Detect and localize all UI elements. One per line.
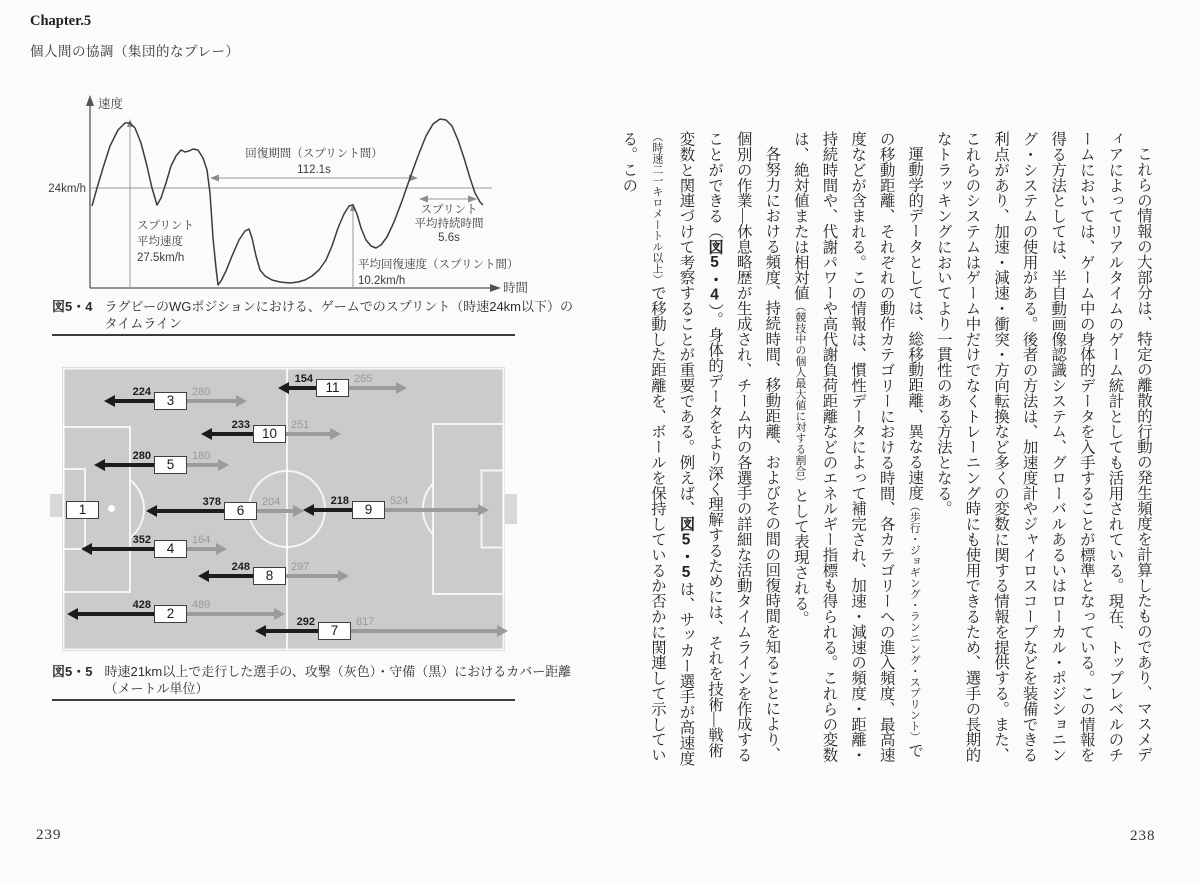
defence-arrow	[77, 612, 154, 616]
player-number: 5	[154, 456, 187, 474]
left-goal	[50, 494, 62, 517]
right-goal	[505, 494, 517, 524]
defence-arrow	[91, 547, 154, 551]
recovery-period-label: 回復期間（スプリント間）	[245, 148, 383, 160]
player-number: 1	[66, 501, 99, 519]
defence-distance: 378	[202, 496, 221, 508]
attack-distance: 297	[291, 561, 310, 573]
article-vertical-text	[620, 131, 1157, 767]
figure-tag: 図5・4	[52, 299, 93, 314]
attack-distance: 817	[356, 616, 375, 628]
defence-arrow	[288, 386, 316, 390]
attack-distance: 251	[291, 419, 310, 431]
defence-distance: 352	[132, 534, 151, 546]
attack-arrow	[286, 432, 331, 436]
attack-arrow	[187, 547, 217, 551]
divider-rule	[52, 334, 515, 336]
ball-icon	[108, 505, 115, 512]
sprint-timeline-chart	[40, 88, 529, 303]
threshold-label: 24km/h	[48, 183, 86, 195]
attack-arrow	[349, 386, 397, 390]
recovery-speed-value: 10.2km/h	[358, 275, 406, 287]
attack-distance: 180	[192, 450, 211, 462]
attack-arrow	[286, 574, 339, 578]
player-number: 9	[352, 501, 385, 519]
attack-arrow	[351, 629, 498, 633]
player-number: 11	[316, 379, 349, 397]
arrow-right-icon	[468, 196, 477, 203]
sprint-speed-label: スプリント	[137, 220, 195, 232]
defence-arrow	[156, 509, 224, 513]
soccer-field-diagram	[62, 367, 505, 651]
defence-arrow	[114, 399, 154, 403]
paragraph: これらの情報の大部分は、特定の離散的行動の発生頻度を計算したものであり、マスメディアによってリアルタイムのゲーム統計としても活用されている。現在、トップレベルのチームにおいては、ゲーム中の身体的データを入手することが標準となっている。この情報を得る方法としては、半自動画像認識システム、グローバルあるいはローカル・ポジショニング・システムの使用がある。後者の方法は、加速度計やジャイロスコープなどを装備できる利点があり、加速・減速・衝突・方向転換など多くの変数に関する情報を提供する。また、これらのシステムはゲーム中だけでなくトレーニング時にも使用できるため、選手の長期的なトラッキングにおいてより一貫性のある方法となる。	[934, 131, 1152, 763]
player-number: 7	[318, 622, 351, 640]
player-number: 4	[154, 540, 187, 558]
defence-arrow	[208, 574, 253, 578]
paragraph: 運動学的データとしては、総移動距離、異なる速度（歩行・ジョギング・ランニング・スプリント）での移動距離、それぞれの動作カテゴリーにおける時間、各カテゴリーへの進入頻度、最高速度などが含まれる。この情報は、慣性データによって補完され、加速・減速の頻度・距離・持続時間や、代謝パワーや高代謝負荷距離などのエネルギー指標も得られる。これらの変数は、絶対値または相対値（競技中の個人最大値に対する割合）として表現される。	[791, 131, 924, 763]
attack-arrow	[187, 612, 275, 616]
recovery-period-value: 112.1s	[297, 164, 331, 176]
player-number: 6	[224, 502, 257, 520]
player-1	[66, 501, 99, 519]
sprint-speed-value: 27.5km/h	[137, 252, 185, 264]
player-2	[132, 599, 211, 623]
attack-arrow	[257, 509, 294, 513]
page-number-left: 239	[36, 827, 62, 843]
page-number-right: 238	[1130, 828, 1156, 844]
attack-arrow	[187, 399, 237, 403]
caption-text: ラグビーのWGポジションにおける、ゲームでのスプリント（時速24km以下）の	[104, 299, 574, 314]
sprint-duration-label: 平均持続時間	[414, 218, 484, 230]
y-axis-arrow-icon	[86, 95, 94, 106]
y-axis-label: 速度	[98, 97, 124, 111]
player-5	[132, 450, 211, 474]
figure-tag: 図5・5	[52, 664, 93, 679]
defence-distance: 154	[294, 373, 313, 385]
player-4	[132, 534, 211, 558]
player-7	[296, 616, 375, 640]
sprint-duration-label: スプリント	[420, 204, 478, 216]
attack-arrow	[385, 508, 479, 512]
players-layer	[62, 367, 505, 651]
figure5-5-caption	[52, 664, 571, 697]
attack-distance: 280	[192, 386, 211, 398]
attack-distance: 204	[262, 496, 281, 508]
attack-distance: 524	[390, 495, 409, 507]
defence-arrow	[313, 508, 352, 512]
attack-arrow	[187, 463, 219, 467]
player-9	[330, 495, 409, 519]
x-axis-label: 時間	[503, 281, 529, 295]
defence-arrow	[265, 629, 318, 633]
sprint-duration-value: 5.6s	[438, 232, 460, 244]
defence-arrow	[104, 463, 154, 467]
defence-distance: 428	[132, 599, 151, 611]
defence-distance: 218	[330, 495, 349, 507]
attack-distance: 265	[354, 373, 373, 385]
player-6	[202, 496, 281, 520]
x-axis-arrow-icon	[490, 284, 501, 292]
player-number: 3	[154, 392, 187, 410]
chapter-label: Chapter.5	[30, 13, 92, 29]
caption-text: （メートル単位）	[104, 680, 209, 696]
paragraph: 各努力における頻度、持続時間、移動距離、およびその間の回復時間を知ることにより、個別の作業—休息略歴が生成され、チーム内の各選手の詳細な活動タイムラインを作成することができる（図5・4）。身体的データをより深く理解するためには、それを技術—戦術変数と関連づけて考察することが重要である。例えば、図5・5は、サッカー選手が高速度（時速二一キロメートル以上）で移動した距離を、ボールを保持しているか否かに関連して示している。この	[620, 131, 781, 766]
defence-distance: 248	[231, 561, 250, 573]
defence-arrow	[211, 432, 253, 436]
defence-distance: 292	[296, 616, 315, 628]
chapter-subtitle: 個人間の協調（集団的なプレー）	[30, 44, 240, 59]
arrow-left-icon	[210, 175, 219, 182]
defence-distance: 224	[132, 386, 151, 398]
attack-distance: 489	[192, 599, 211, 611]
caption-text: 時速21km以上で走行した選手の、攻撃（灰色）・守備（黒）におけるカバー距離	[104, 664, 572, 679]
player-number: 2	[154, 605, 187, 623]
recovery-speed-label: 平均回復速度（スプリント間）	[358, 259, 519, 271]
defence-distance: 233	[231, 419, 250, 431]
divider-rule	[52, 699, 515, 701]
player-number: 10	[253, 425, 286, 443]
attack-distance: 164	[192, 534, 211, 546]
sprint-speed-label: 平均速度	[137, 236, 183, 248]
defence-distance: 280	[132, 450, 151, 462]
player-3	[132, 386, 211, 410]
caption-text: タイムライン	[104, 315, 182, 331]
figure5-4-caption	[52, 299, 573, 332]
player-11	[294, 373, 373, 397]
arrow-left-icon	[419, 196, 428, 203]
player-10	[231, 419, 310, 443]
player-8	[231, 561, 310, 585]
player-number: 8	[253, 567, 286, 585]
